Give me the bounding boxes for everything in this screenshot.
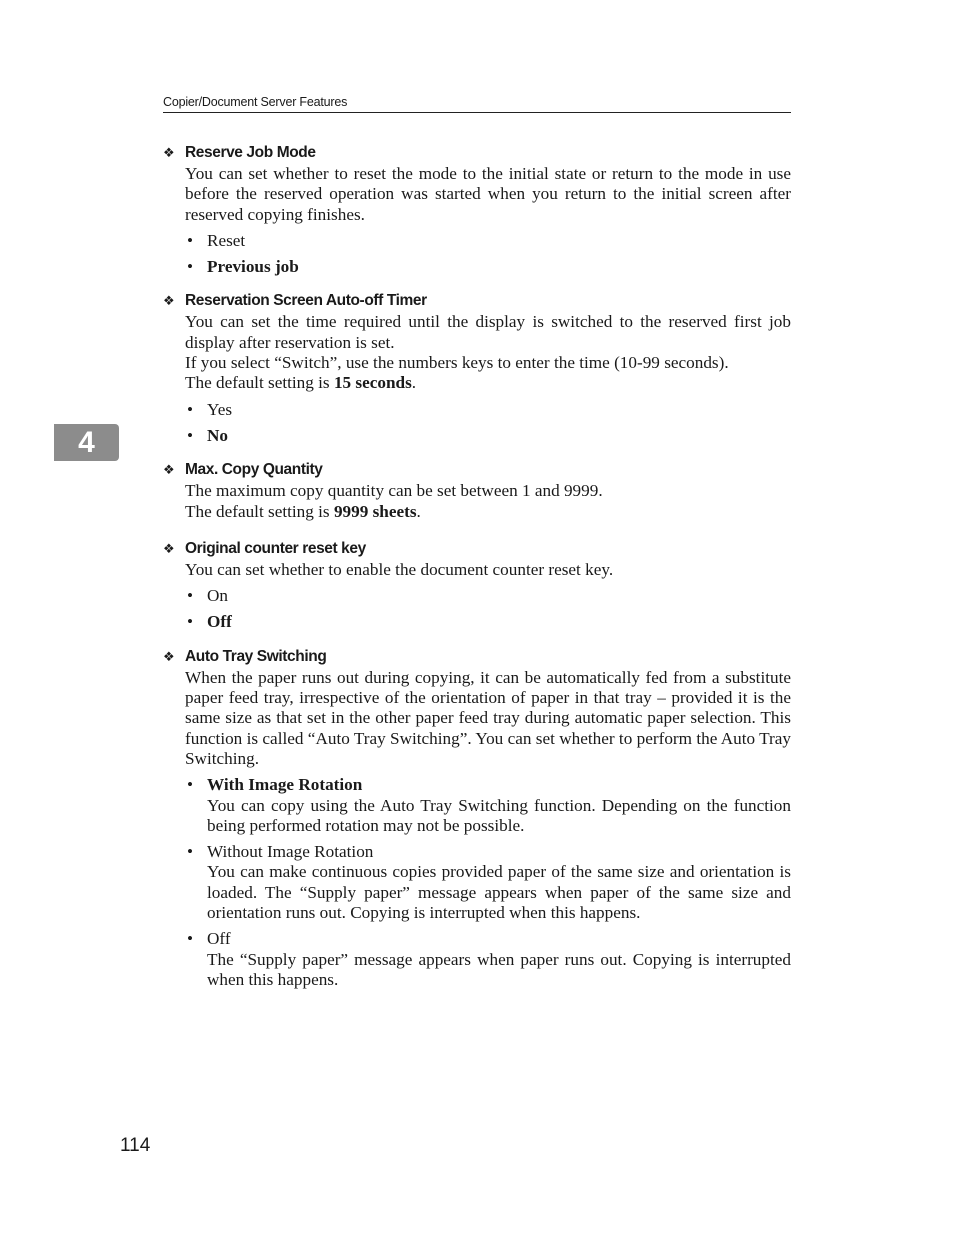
option-label: With Image Rotation [207, 775, 363, 795]
option-description: You can copy using the Auto Tray Switching function. Depending on the function being performed rotation may not be possible. [207, 795, 791, 835]
diamond-bullet-icon: ❖ [163, 145, 175, 160]
section-paragraph: When the paper runs out during copying, it can be automatically fed from a substitute paper feed tray, irrespective of the orientation of paper in that tray – provided it is the same size as that set in the other paper feed tray during automatic paper selection. This function is called “Auto Tray Switching”. You can set whether to perform the Auto Tray Switching. [185, 667, 791, 768]
option-list [185, 231, 791, 278]
bullet-icon: • [187, 775, 194, 795]
option-label: Without Image Rotation [207, 842, 374, 862]
section-heading: Max. Copy Quantity [185, 461, 323, 479]
bullet-icon: • [187, 399, 194, 419]
option-item [185, 842, 791, 923]
diamond-bullet-icon: ❖ [163, 462, 175, 478]
section-paragraph: You can set whether to reset the mode to the initial state or return to the mode in use before the reserved operation was started when you return to the initial screen after reserved copying finishes. [185, 164, 791, 224]
option-item [185, 400, 791, 420]
section-paragraph: If you select “Switch”, use the numbers keys to enter the time (10-99 seconds). [185, 353, 729, 373]
option-item-default [185, 426, 791, 446]
option-label: No [207, 425, 229, 445]
bullet-icon: • [187, 586, 194, 606]
bullet-icon: • [187, 929, 194, 949]
running-header: Copier/Document Server Features [163, 95, 791, 113]
default-value: 9999 sheets [333, 501, 417, 521]
bullet-icon: • [187, 230, 194, 250]
section-reserve-job-mode [163, 142, 791, 277]
diamond-bullet-icon: ❖ [163, 648, 175, 664]
default-setting-line: The default setting is 9999 sheets. [185, 501, 421, 521]
section-original-counter-reset [163, 538, 791, 633]
section-paragraph: The maximum copy quantity can be set between 1 and 9999. [185, 481, 603, 501]
option-list [185, 775, 791, 990]
page-number: 114 [120, 1135, 151, 1156]
section-paragraph: You can set whether to enable the document counter reset key. [185, 559, 614, 579]
option-label: Yes [207, 399, 233, 419]
section-heading: Original counter reset key [185, 539, 366, 557]
option-item [185, 586, 791, 606]
option-item [185, 231, 791, 251]
section-paragraph: You can set the time required until the display is switched to the reserved first job display after reservation is set. [185, 312, 791, 352]
section-max-copy-quantity [163, 459, 791, 522]
page-content [163, 142, 791, 1003]
option-list [185, 586, 791, 633]
section-heading: Reserve Job Mode [185, 144, 316, 161]
option-item-default [185, 775, 791, 836]
option-label: On [207, 586, 229, 606]
default-setting-line: The default setting is 15 seconds. [185, 373, 417, 393]
option-label: Off [207, 612, 232, 632]
diamond-bullet-icon: ❖ [163, 540, 175, 556]
option-list [185, 400, 791, 447]
bullet-icon: • [187, 425, 194, 445]
bullet-icon: • [187, 257, 194, 277]
diamond-bullet-icon: ❖ [163, 293, 175, 309]
section-auto-tray-switching [163, 646, 791, 990]
option-item [185, 929, 791, 990]
section-heading: Auto Tray Switching [185, 647, 327, 665]
bullet-icon: • [187, 612, 194, 632]
section-heading: Reservation Screen Auto-off Timer [185, 292, 427, 310]
option-description: The “Supply paper” message appears when paper runs out. Copying is interrupted when this happens. [207, 949, 791, 989]
option-label: Reset [207, 230, 246, 250]
option-item-default [185, 257, 791, 277]
option-label: Previous job [207, 257, 299, 277]
option-item-default [185, 612, 791, 632]
default-value: 15 seconds [333, 373, 412, 393]
option-description: You can make continuous copies provided paper of the same size and orientation is loaded. The “Supply paper” message appears when paper of the same size and orientation runs out. Copying is interrupted when this happens. [207, 862, 791, 923]
bullet-icon: • [187, 842, 194, 862]
option-label: Off [207, 929, 231, 949]
section-reservation-timer [163, 290, 791, 446]
chapter-tab: 4 [54, 424, 119, 461]
